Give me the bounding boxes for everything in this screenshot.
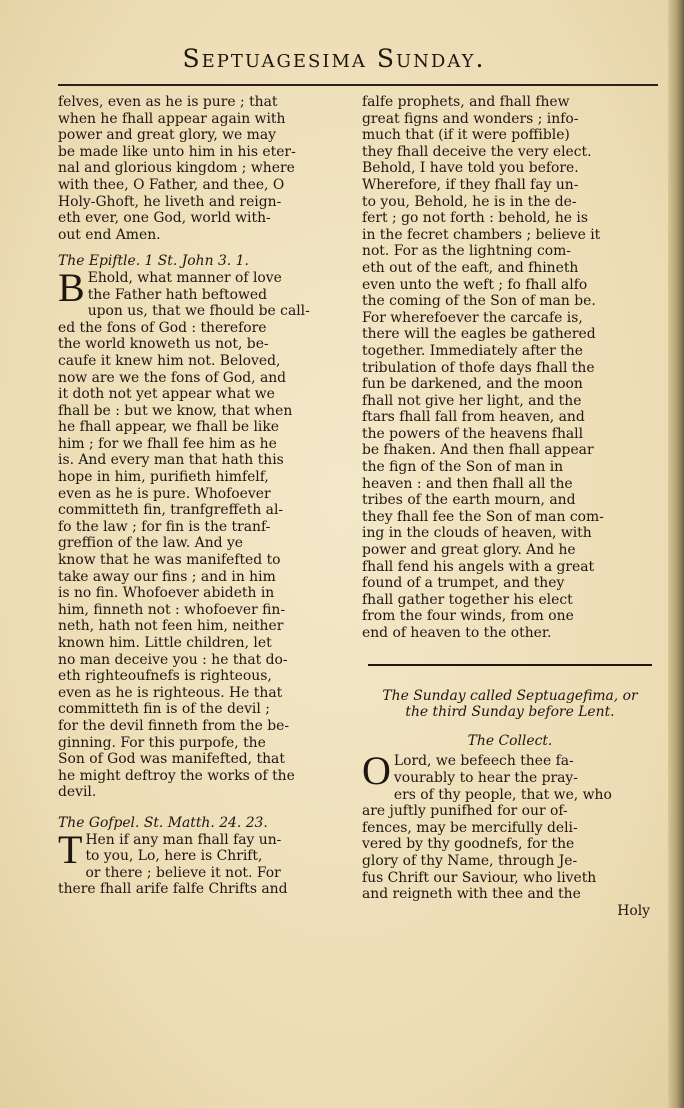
text-line: no man deceive you : he that do- xyxy=(58,651,288,668)
text-line: fhall gather together his elect xyxy=(362,591,573,608)
text-line: there fhall arife falfe Chrifts and xyxy=(58,881,288,898)
text-line: eth righteoufnefs is righteous, xyxy=(58,668,272,685)
text-line: the fign of the Son of man in xyxy=(362,459,564,476)
collect-dropcap: O xyxy=(362,748,391,794)
text-line: is no fin. Whofoever abideth in xyxy=(58,585,275,602)
text-line: fun be darkened, and the moon xyxy=(362,376,583,393)
text-line: upon us, that we fhould be call- xyxy=(87,303,310,320)
text-line: the world knoweth us not, be- xyxy=(58,336,269,353)
text-line: know that he was manifefted to xyxy=(58,552,281,569)
text-line: when he fhall appear again with xyxy=(58,110,286,127)
section-divider xyxy=(368,664,652,666)
text-line: together. Immediately after the xyxy=(362,342,583,359)
text-line: out end Amen. xyxy=(58,226,161,243)
text-line: devil. xyxy=(58,784,97,801)
text-line: fhall not give her light, and the xyxy=(362,392,582,409)
text-line: power and great glory, we may xyxy=(58,127,276,144)
text-line: to you, Behold, he is in the de- xyxy=(362,193,577,210)
text-line: even as he is pure. Whofoever xyxy=(58,485,271,502)
text-line: Behold, I have told you before. xyxy=(362,160,579,177)
text-line: glory of thy Name, through Je- xyxy=(362,852,578,869)
text-line: for the devil finneth from the be- xyxy=(58,717,290,734)
text-line: tribulation of thofe days fhall the xyxy=(362,359,595,376)
header-rule xyxy=(58,84,658,86)
text-line: are juftly punifhed for our of- xyxy=(362,803,568,820)
text-line: ed the fons of God : therefore xyxy=(58,319,267,336)
page-header: Septuagesima Sunday. xyxy=(182,44,486,73)
text-line: they fhall fee the Son of man com- xyxy=(362,508,604,525)
opening-paragraph xyxy=(58,94,348,243)
text-line: nal and glorious kingdom ; where xyxy=(58,160,295,177)
text-line: not. For as the lightning com- xyxy=(362,243,571,260)
text-line: committeth fin is of the devil ; xyxy=(58,701,270,718)
text-line: from the four winds, from one xyxy=(362,608,574,625)
text-line: eth ever, one God, world with- xyxy=(58,210,271,227)
text-line: Ehold, what manner of love xyxy=(87,269,282,286)
text-line: be fhaken. And then fhall appear xyxy=(362,442,594,459)
text-line: be made like unto him in his eter- xyxy=(58,143,296,160)
text-line: the powers of the heavens fhall xyxy=(362,425,584,442)
text-line: is. And every man that hath this xyxy=(58,452,284,469)
text-line: caufe it knew him not. Beloved, xyxy=(58,352,281,369)
text-line: hope in him, purifieth himfelf, xyxy=(58,469,269,486)
text-line: For wherefoever the carcafe is, xyxy=(362,309,583,326)
text-line: neth, hath not feen him, neither xyxy=(58,618,284,635)
text-line: ing in the clouds of heaven, with xyxy=(362,525,592,542)
catchword: Holy xyxy=(617,902,650,919)
text-line: fhall fend his angels with a great xyxy=(362,558,595,575)
text-line: even unto the weft ; fo fhall alfo xyxy=(362,276,588,293)
text-line: heaven : and then fhall all the xyxy=(362,475,573,492)
text-line: vered by thy goodnefs, for the xyxy=(362,836,575,853)
collect-heading: The Collect. xyxy=(467,732,553,749)
text-line: known him. Little children, let xyxy=(58,635,272,651)
text-line: found of a trumpet, and they xyxy=(362,575,565,592)
text-line: greffion of the law. And ye xyxy=(58,535,244,552)
text-line: committeth fin, tranfgreffeth al- xyxy=(58,502,284,519)
text-line: take away our fins ; and in him xyxy=(58,568,276,585)
text-line: him, finneth not : whofoever fin- xyxy=(58,601,286,618)
text-line: to you, Lo, here is Chrift, xyxy=(85,848,263,865)
text-line: fences, may be mercifully deli- xyxy=(362,819,578,836)
sunday-title-line: the third Sunday before Lent. xyxy=(405,704,615,721)
text-line: even as he is righteous. He that xyxy=(58,684,283,701)
text-line: fo the law ; for fin is the tranf- xyxy=(58,518,271,535)
text-line: Lord, we befeech thee fa- xyxy=(393,753,574,770)
gospel-heading: The Gofpel. St. Matth. 24. 23. xyxy=(58,814,268,831)
text-line: falfe prophets, and fhall fhew xyxy=(362,94,570,110)
text-line: fhall be : but we know, that when xyxy=(58,402,293,419)
text-line: him ; for we fhall fee him as he xyxy=(58,435,277,452)
sunday-title xyxy=(362,688,658,721)
text-line: power and great glory. And he xyxy=(362,542,576,559)
text-line: Hen if any man fhall fay un- xyxy=(85,831,282,848)
text-line: Holy-Ghoft, he liveth and reign- xyxy=(58,193,282,210)
text-line: ers of thy people, that we, who xyxy=(393,786,612,803)
text-line: tribes of the earth mourn, and xyxy=(362,492,576,509)
text-line: fert ; go not forth : behold, he is xyxy=(362,210,588,227)
text-line: he might deftroy the works of the xyxy=(58,767,295,784)
epistle-dropcap: B xyxy=(58,264,85,310)
right-column xyxy=(362,94,658,919)
gospel-continuation xyxy=(362,94,658,642)
text-line: in the fecret chambers ; believe it xyxy=(362,226,601,243)
text-line: the Father hath beftowed xyxy=(87,286,268,303)
epistle-heading: The Epiftle. 1 St. John 3. 1. xyxy=(58,253,249,270)
text-line: Wherefore, if they fhall fay un- xyxy=(362,176,579,193)
text-line: now are we the fons of God, and xyxy=(58,369,287,386)
text-line: they fhall deceive the very elect. xyxy=(362,143,592,160)
text-line: ftars fhall fall from heaven, and xyxy=(362,409,585,426)
sunday-title-line: The Sunday called Septuagefima, or xyxy=(382,687,638,704)
text-line: the coming of the Son of man be. xyxy=(362,293,596,310)
text-line: or there ; believe it not. For xyxy=(85,864,281,881)
text-line: much that (if it were poffible) xyxy=(362,127,570,144)
text-line: felves, even as he is pure ; that xyxy=(58,94,278,110)
page-edge-shadow xyxy=(668,0,684,1108)
text-line: great figns and wonders ; info- xyxy=(362,110,579,127)
text-line: there will the eagles be gathered xyxy=(362,326,596,343)
left-column xyxy=(58,94,348,898)
text-line: with thee, O Father, and thee, O xyxy=(58,176,285,193)
text-line: eth out of the eaft, and fhineth xyxy=(362,259,579,276)
epistle-text xyxy=(58,264,348,801)
collect-text xyxy=(362,748,658,903)
text-line: it doth not yet appear what we xyxy=(58,386,275,403)
text-line: fus Chrift our Saviour, who liveth xyxy=(362,869,597,886)
text-line: vourably to hear the pray- xyxy=(393,769,578,786)
text-line: ginning. For this purpofe, the xyxy=(58,734,266,751)
text-line: he fhall appear, we fhall be like xyxy=(58,419,280,436)
gospel-dropcap: T xyxy=(58,826,83,872)
text-line: Son of God was manifefted, that xyxy=(58,751,285,768)
text-line: end of heaven to the other. xyxy=(362,625,552,641)
text-line: and reigneth with thee and the xyxy=(362,886,581,903)
gospel-text xyxy=(58,826,348,898)
